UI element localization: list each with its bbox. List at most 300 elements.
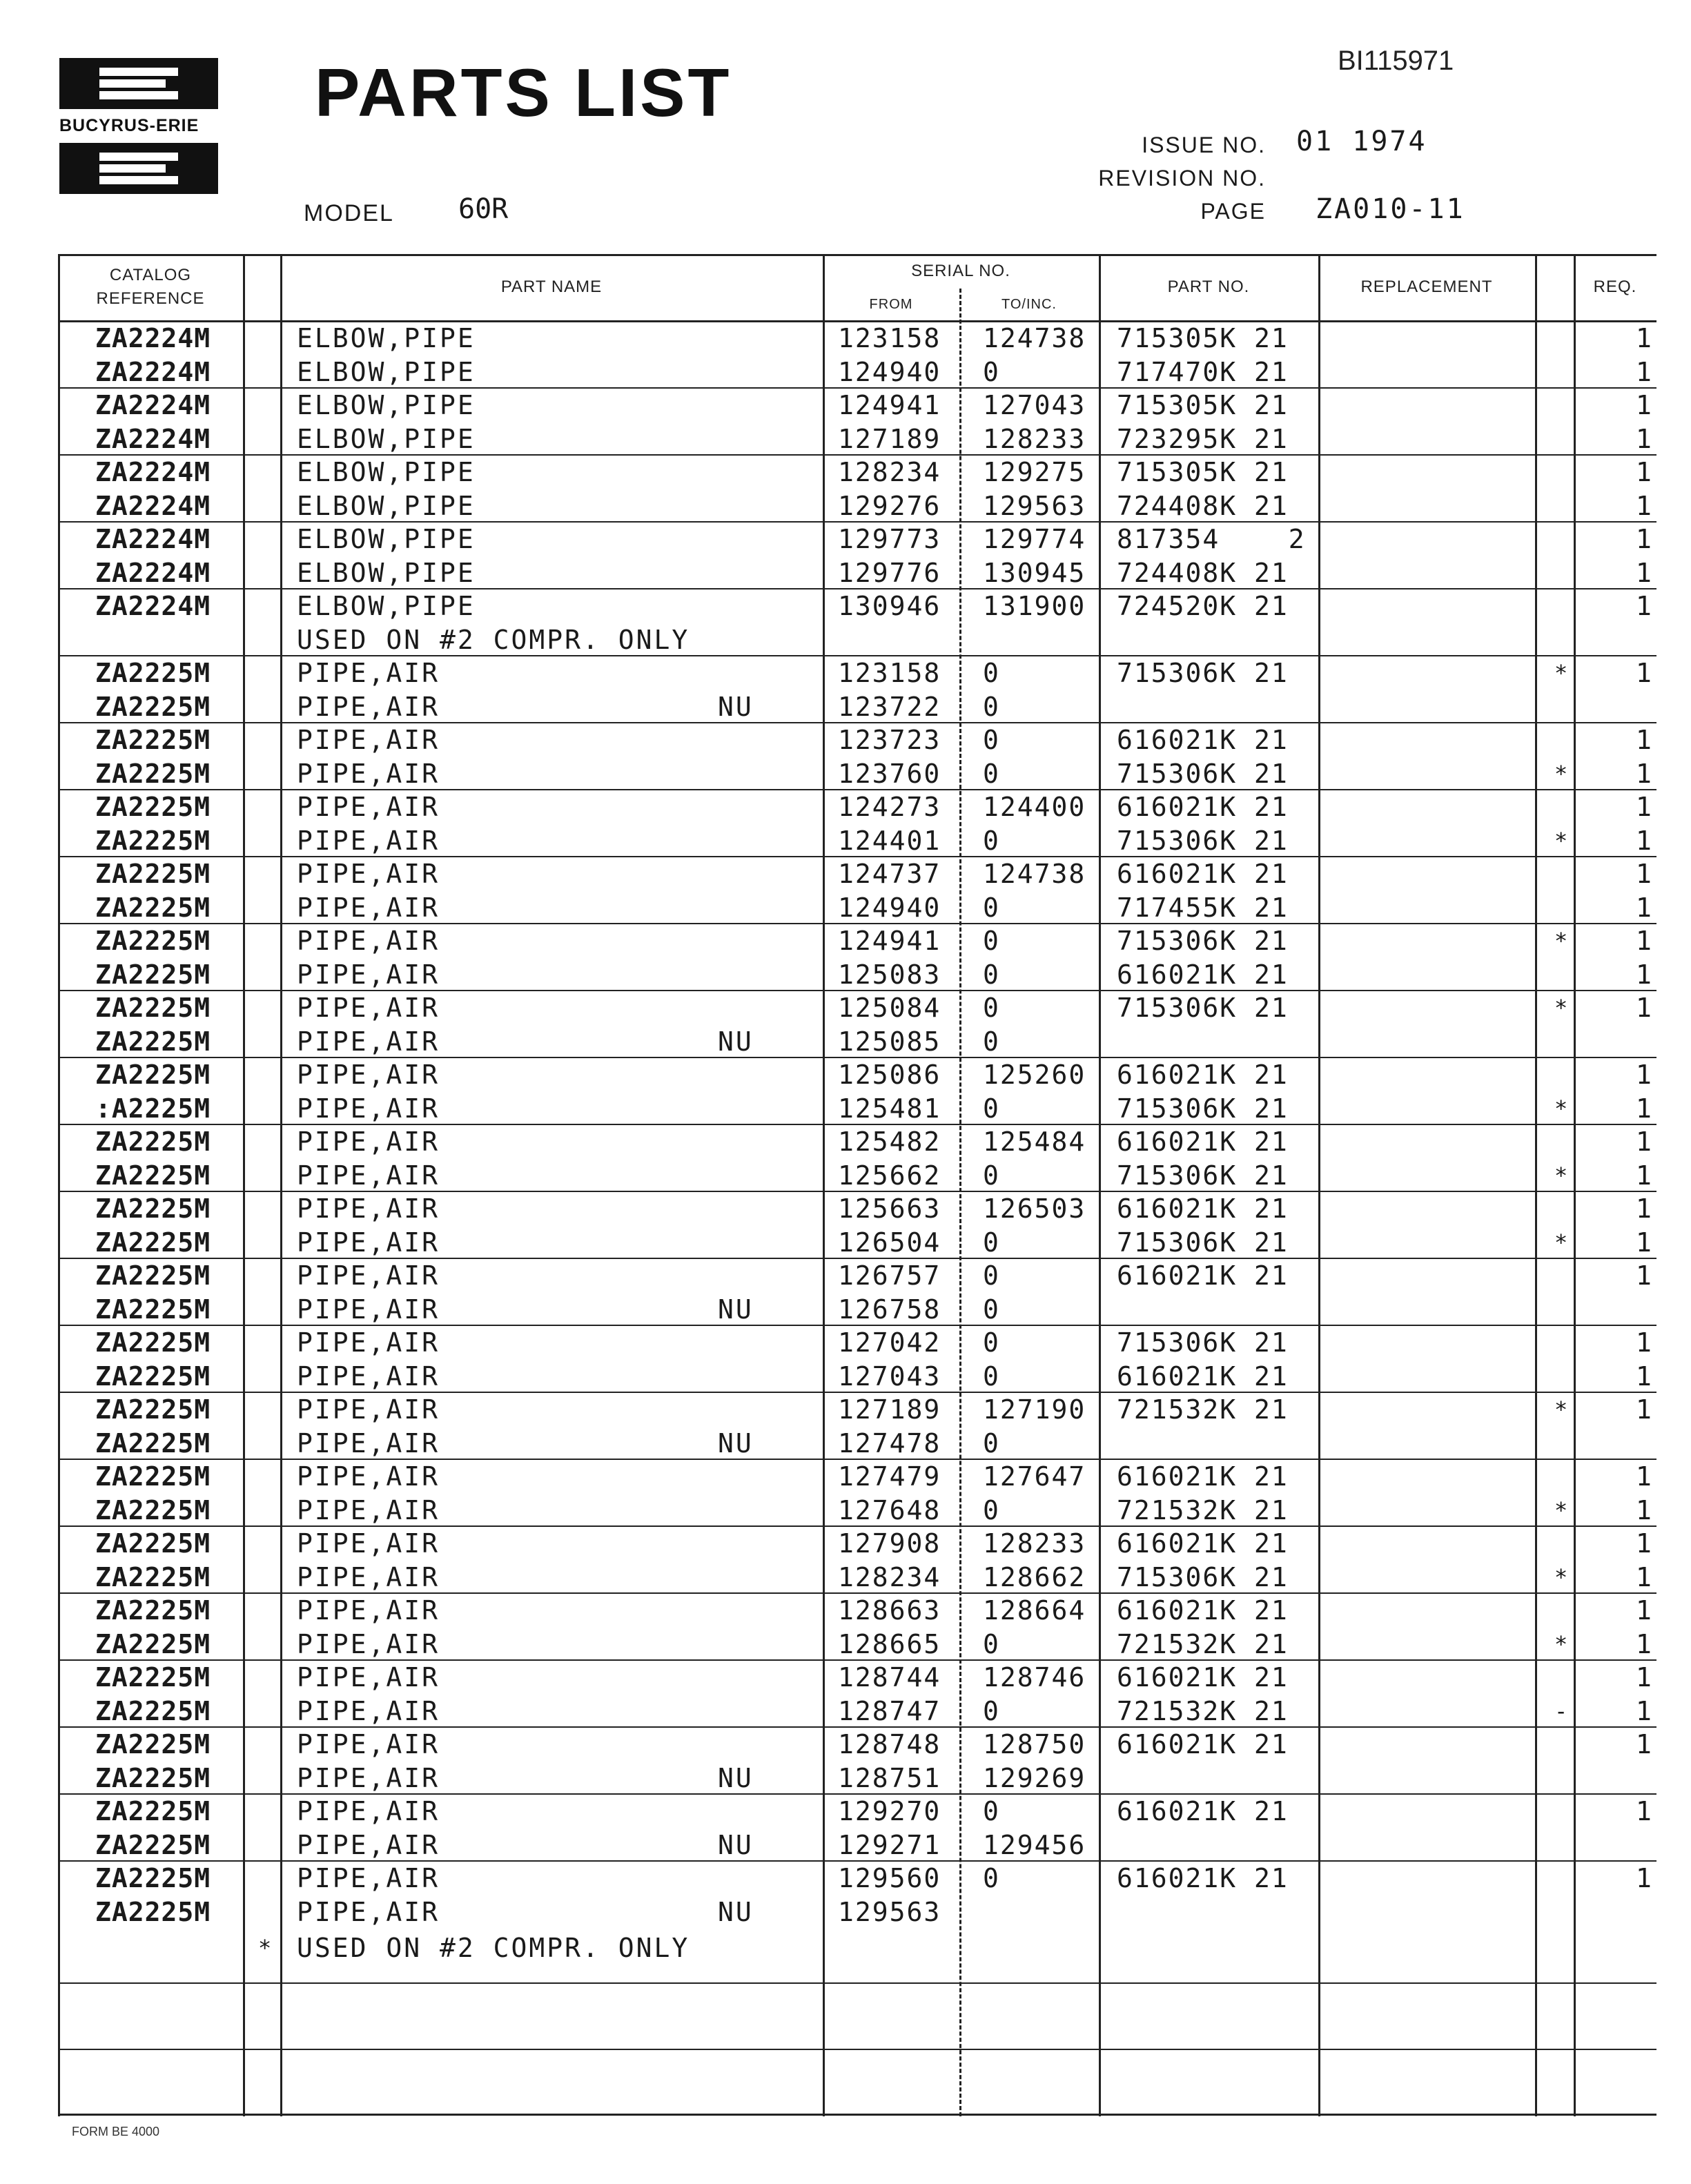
catalog-reference-cell: ZA2225M <box>95 859 211 889</box>
catalog-reference-cell: ZA2225M <box>95 1361 211 1392</box>
req-qty-cell: 1 <box>1636 1093 1652 1124</box>
header-part-no <box>1099 254 1318 320</box>
row-group-separator <box>58 1525 1656 1527</box>
req-qty-cell: 1 <box>1636 1327 1652 1358</box>
part-name-cell: PIPE,AIR <box>297 658 440 688</box>
part-no-cell: 616021K 21 <box>1117 1796 1289 1826</box>
issue-label: ISSUE NO. <box>1142 133 1266 157</box>
catalog-reference-cell: ZA2225M <box>95 1461 211 1492</box>
catalog-reference-cell: ZA2225M <box>95 1528 211 1559</box>
table-row <box>58 1259 1656 1293</box>
req-qty-cell: 1 <box>1636 1662 1652 1693</box>
part-name-cell: PIPE,AIR <box>297 859 440 889</box>
part-name-cell: PIPE,AIR <box>297 1628 440 1659</box>
part-name-cell: PIPE,AIR <box>297 1361 440 1392</box>
serial-from-cell: 126757 <box>838 1260 941 1291</box>
bucyrus-erie-logo <box>59 58 218 194</box>
serial-to-cell: 131900 <box>983 591 1086 621</box>
footnote-star-cell: * <box>1554 760 1568 787</box>
req-qty-cell: 1 <box>1636 457 1652 487</box>
part-no-cell: 616021K 21 <box>1117 1361 1289 1392</box>
part-name-cell: ELBOW,PIPE <box>297 390 476 420</box>
table-row <box>58 422 1656 456</box>
serial-from-cell: 123158 <box>838 323 941 353</box>
row-group-separator <box>58 1124 1656 1125</box>
serial-to-cell: 129563 <box>983 490 1086 521</box>
part-name-cell: PIPE,AIR <box>297 1026 440 1057</box>
req-qty-cell: 1 <box>1636 1394 1652 1425</box>
table-row <box>58 1393 1656 1427</box>
req-qty-cell: 1 <box>1636 390 1652 420</box>
serial-from-cell: 126758 <box>838 1294 941 1325</box>
table-row <box>58 1728 1656 1762</box>
row-group-separator <box>58 722 1656 723</box>
row-group-separator <box>58 1392 1656 1393</box>
serial-from-cell: 128234 <box>838 1561 941 1592</box>
serial-to-cell: 128662 <box>983 1561 1086 1592</box>
req-qty-cell: 1 <box>1636 1193 1652 1224</box>
part-no-cell: 616021K 21 <box>1117 792 1289 822</box>
table-row <box>58 1795 1656 1829</box>
part-name-cell: ELBOW,PIPE <box>297 457 476 487</box>
part-name-cell: PIPE,AIR <box>297 926 440 956</box>
req-qty-cell: 1 <box>1636 1260 1652 1291</box>
blank-row-line-1 <box>58 1982 1656 1984</box>
part-name-cell: PIPE,AIR <box>297 1896 440 1927</box>
table-row <box>58 1527 1656 1561</box>
catalog-reference-cell: ZA2225M <box>95 1427 211 1459</box>
serial-to-cell: 0 <box>983 658 1000 688</box>
part-name-cell: PIPE,AIR <box>297 993 440 1023</box>
serial-from-cell: 127189 <box>838 423 941 454</box>
serial-to-cell: 0 <box>983 1327 1000 1358</box>
req-qty-cell: 1 <box>1636 524 1652 554</box>
footnote-row <box>58 1931 1656 1965</box>
table-row <box>58 1025 1656 1059</box>
req-qty-cell: 1 <box>1636 1060 1652 1090</box>
part-no-cell: 721532K 21 <box>1117 1494 1289 1525</box>
req-qty-cell: 1 <box>1636 1628 1652 1659</box>
row-group-separator <box>58 789 1656 790</box>
header-req-text: REQ. <box>1593 277 1637 296</box>
table-row <box>58 1159 1656 1193</box>
catalog-reference-cell: ZA2225M <box>95 1595 211 1626</box>
serial-from-cell: 128744 <box>838 1662 941 1693</box>
table-row <box>58 891 1656 925</box>
serial-from-cell: 128747 <box>838 1695 941 1726</box>
table-row <box>58 322 1656 355</box>
catalog-reference-cell: :A2225M <box>95 1093 211 1124</box>
req-qty-cell: 1 <box>1636 725 1652 755</box>
serial-to-cell: 128233 <box>983 423 1086 454</box>
part-no-cell: 724408K 21 <box>1117 490 1289 521</box>
serial-from-cell: 125481 <box>838 1093 941 1124</box>
part-name-cell: PIPE,AIR <box>297 725 440 755</box>
req-qty-cell: 1 <box>1636 1227 1652 1258</box>
table-row <box>58 824 1656 858</box>
table-row <box>58 757 1656 791</box>
catalog-reference-cell: ZA2225M <box>95 825 211 856</box>
part-no-cell: 616021K 21 <box>1117 1863 1289 1893</box>
catalog-reference-cell: ZA2225M <box>95 691 211 722</box>
catalog-reference-cell: ZA2225M <box>95 1729 211 1759</box>
serial-to-cell: 0 <box>983 356 1000 387</box>
catalog-reference-cell: ZA2224M <box>95 457 211 487</box>
table-row <box>58 857 1656 891</box>
model-label: MODEL <box>304 200 394 226</box>
nu-flag-cell: NU <box>718 1829 754 1860</box>
serial-to-cell: 0 <box>983 1695 1000 1726</box>
part-name-cell: ELBOW,PIPE <box>297 323 476 353</box>
row-group-separator <box>58 990 1656 991</box>
catalog-reference-cell: ZA2225M <box>95 1327 211 1358</box>
row-group-separator <box>58 1258 1656 1259</box>
req-qty-cell: 1 <box>1636 1461 1652 1492</box>
header-serial-no <box>823 254 1099 289</box>
part-no-cell: 616021K 21 <box>1117 959 1289 990</box>
catalog-reference-cell: ZA2225M <box>95 1193 211 1224</box>
catalog-reference-cell: ZA2225M <box>95 1160 211 1191</box>
req-qty-cell: 1 <box>1636 892 1652 923</box>
serial-to-cell: 0 <box>983 725 1000 755</box>
table-row <box>58 690 1656 724</box>
row-group-separator <box>58 387 1656 389</box>
part-name-cell: PIPE,AIR <box>297 691 440 722</box>
serial-to-cell: 0 <box>983 758 1000 789</box>
req-qty-cell: 1 <box>1636 1494 1652 1525</box>
footnote-star-cell: * <box>1554 1630 1568 1657</box>
table-row <box>58 790 1656 824</box>
table-row <box>58 991 1656 1025</box>
serial-from-cell: 129773 <box>838 524 941 554</box>
serial-to-cell: 129456 <box>983 1829 1086 1860</box>
req-qty-cell: 1 <box>1636 323 1652 353</box>
serial-from-cell: 130946 <box>838 591 941 621</box>
catalog-reference-cell: ZA2225M <box>95 993 211 1023</box>
catalog-reference-cell: ZA2225M <box>95 959 211 990</box>
catalog-reference-cell: ZA2224M <box>95 323 211 353</box>
serial-from-cell: 129560 <box>838 1863 941 1893</box>
table-row <box>58 1326 1656 1360</box>
serial-to-cell: 0 <box>983 1227 1000 1258</box>
serial-from-cell: 123760 <box>838 758 941 789</box>
catalog-reference-cell: ZA2225M <box>95 1896 211 1927</box>
row-group-separator <box>58 1860 1656 1862</box>
part-no-cell: 616021K 21 <box>1117 1595 1289 1626</box>
table-row <box>58 355 1656 389</box>
part-no-cell: 717470K 21 <box>1117 356 1289 387</box>
part-no-cell: 723295K 21 <box>1117 423 1289 454</box>
header-catalog-reference <box>58 254 243 320</box>
table-row <box>58 1092 1656 1126</box>
serial-from-cell: 127479 <box>838 1461 941 1492</box>
part-no-cell: 616021K 21 <box>1117 1060 1289 1090</box>
form-number: FORM BE 4000 <box>72 2125 160 2138</box>
catalog-reference-cell: ZA2225M <box>95 892 211 923</box>
catalog-reference-cell: ZA2225M <box>95 658 211 688</box>
serial-from-cell: 129276 <box>838 490 941 521</box>
header-part-name <box>280 254 823 320</box>
part-name-cell: PIPE,AIR <box>297 792 440 822</box>
part-no-cell: 616021K 21 <box>1117 1528 1289 1559</box>
logo-top-block <box>59 58 218 109</box>
footnote-star-cell: * <box>1554 928 1568 954</box>
catalog-reference-cell: ZA2225M <box>95 1628 211 1659</box>
serial-to-cell: 128664 <box>983 1595 1086 1626</box>
table-row <box>58 1594 1656 1628</box>
req-qty-cell: 1 <box>1636 1361 1652 1392</box>
table-row <box>58 456 1656 489</box>
part-name-cell: PIPE,AIR <box>297 1863 440 1893</box>
part-no-cell: 715306K 21 <box>1117 993 1289 1023</box>
row-group-separator <box>58 1325 1656 1326</box>
serial-from-cell: 128663 <box>838 1595 941 1626</box>
logo-bottom-block <box>59 143 218 194</box>
logo-company-name: BUCYRUS-ERIE <box>59 116 199 135</box>
part-name-cell: PIPE,AIR <box>297 1227 440 1258</box>
table-row <box>58 1628 1656 1661</box>
serial-from-cell: 123723 <box>838 725 941 755</box>
part-name-cell: PIPE,AIR <box>297 1595 440 1626</box>
serial-to-cell: 127647 <box>983 1461 1086 1492</box>
serial-from-cell: 129776 <box>838 557 941 588</box>
catalog-reference-cell: ZA2224M <box>95 356 211 387</box>
row-group-separator <box>58 856 1656 857</box>
catalog-reference-cell: ZA2225M <box>95 926 211 956</box>
nu-flag-cell: NU <box>718 1427 754 1459</box>
row-group-separator <box>58 655 1656 656</box>
serial-from-cell: 124737 <box>838 859 941 889</box>
catalog-reference-cell: ZA2225M <box>95 1260 211 1291</box>
serial-to-cell: 129269 <box>983 1762 1086 1793</box>
row-group-separator <box>58 1459 1656 1460</box>
part-no-cell: 715306K 21 <box>1117 1327 1289 1358</box>
part-no-cell: 715306K 21 <box>1117 926 1289 956</box>
serial-to-cell: 0 <box>983 825 1000 856</box>
serial-from-cell: 127908 <box>838 1528 941 1559</box>
header-to-inc <box>959 289 1099 320</box>
serial-from-cell: 127189 <box>838 1394 941 1425</box>
table-row <box>58 1360 1656 1394</box>
req-qty-cell: 1 <box>1636 490 1652 521</box>
part-name-cell: ELBOW,PIPE <box>297 423 476 454</box>
serial-from-cell: 127478 <box>838 1427 941 1459</box>
footnote-star-cell: - <box>1554 1697 1568 1724</box>
part-name-cell: PIPE,AIR <box>297 1193 440 1224</box>
table-row <box>58 1762 1656 1795</box>
serial-to-cell: 129275 <box>983 457 1086 487</box>
table-row <box>58 623 1656 657</box>
serial-to-cell: 0 <box>983 1796 1000 1826</box>
catalog-reference-cell: ZA2225M <box>95 1662 211 1693</box>
footnote-star-cell: * <box>1554 1496 1568 1523</box>
part-no-cell: 715306K 21 <box>1117 1227 1289 1258</box>
part-no-cell: 724408K 21 <box>1117 557 1289 588</box>
row-group-separator <box>58 1191 1656 1192</box>
blank-row-line-2 <box>58 2049 1656 2050</box>
serial-to-cell: 128750 <box>983 1729 1086 1759</box>
part-no-cell: 616021K 21 <box>1117 859 1289 889</box>
part-no-cell: 715305K 21 <box>1117 457 1289 487</box>
serial-to-cell: 0 <box>983 1863 1000 1893</box>
serial-from-cell: 123722 <box>838 691 941 722</box>
part-no-cell: 715306K 21 <box>1117 825 1289 856</box>
row-group-separator <box>58 1659 1656 1661</box>
header-req <box>1574 254 1656 320</box>
part-no-cell: 616021K 21 <box>1117 1461 1289 1492</box>
serial-from-cell: 127043 <box>838 1361 941 1392</box>
row-group-separator <box>58 1057 1656 1058</box>
serial-to-cell: 0 <box>983 1628 1000 1659</box>
table-row <box>58 1427 1656 1461</box>
footnote-star-cell: * <box>1554 1162 1568 1189</box>
part-name-cell: PIPE,AIR <box>297 1060 440 1090</box>
serial-to-cell: 0 <box>983 959 1000 990</box>
part-name-cell: PIPE,AIR <box>297 1729 440 1759</box>
serial-from-cell: 128751 <box>838 1762 941 1793</box>
part-name-cell: PIPE,AIR <box>297 1528 440 1559</box>
footnote-star-cell: * <box>1554 660 1568 686</box>
part-no-cell: 715305K 21 <box>1117 323 1289 353</box>
table-bottom-border <box>58 2114 1656 2116</box>
header-from <box>823 289 959 320</box>
part-no-cell: 715306K 21 <box>1117 1093 1289 1124</box>
serial-to-cell: 126503 <box>983 1193 1086 1224</box>
req-qty-cell: 1 <box>1636 792 1652 822</box>
serial-to-cell: 0 <box>983 1160 1000 1191</box>
table-row <box>58 1058 1656 1092</box>
part-no-cell: 715306K 21 <box>1117 758 1289 789</box>
req-qty-cell: 1 <box>1636 959 1652 990</box>
req-qty-cell: 1 <box>1636 1863 1652 1893</box>
part-name-cell: PIPE,AIR <box>297 959 440 990</box>
footnote-text: USED ON #2 COMPR. ONLY <box>297 1933 690 1963</box>
part-name-cell: PIPE,AIR <box>297 1327 440 1358</box>
catalog-reference-cell: ZA2224M <box>95 557 211 588</box>
header-replacement <box>1318 254 1535 320</box>
part-no-cell: 721532K 21 <box>1117 1695 1289 1726</box>
req-qty-cell: 1 <box>1636 758 1652 789</box>
catalog-reference-cell: ZA2225M <box>95 1762 211 1793</box>
serial-to-cell: 124738 <box>983 859 1086 889</box>
req-qty-cell: 1 <box>1636 557 1652 588</box>
header-serial-text: SERIAL NO. <box>911 262 1010 280</box>
serial-to-cell: 0 <box>983 1093 1000 1124</box>
part-name-cell: ELBOW,PIPE <box>297 557 476 588</box>
req-qty-cell: 1 <box>1636 1528 1652 1559</box>
table-row <box>58 1226 1656 1260</box>
serial-to-cell: 0 <box>983 1361 1000 1392</box>
part-name-cell: ELBOW,PIPE <box>297 356 476 387</box>
part-no-cell: 715305K 21 <box>1117 390 1289 420</box>
part-no-cell: 715306K 21 <box>1117 658 1289 688</box>
header-catalog-text: CATALOG REFERENCE <box>96 266 205 308</box>
part-name-cell: PIPE,AIR <box>297 1494 440 1525</box>
table-row <box>58 924 1656 958</box>
serial-to-cell: 127190 <box>983 1394 1086 1425</box>
table-row <box>58 1494 1656 1528</box>
serial-to-cell: 0 <box>983 926 1000 956</box>
catalog-reference-cell: ZA2224M <box>95 524 211 554</box>
part-name-cell: USED ON #2 COMPR. ONLY <box>297 624 690 655</box>
part-name-cell: PIPE,AIR <box>297 1260 440 1291</box>
row-group-separator <box>58 923 1656 924</box>
header-part-no-text: PART NO. <box>1167 277 1250 296</box>
serial-to-cell: 128233 <box>983 1528 1086 1559</box>
header-from-text: FROM <box>869 297 913 312</box>
catalog-reference-cell: ZA2225M <box>95 1060 211 1090</box>
footnote-star-cell: * <box>1554 995 1568 1021</box>
part-name-cell: PIPE,AIR <box>297 825 440 856</box>
part-name-cell: PIPE,AIR <box>297 1662 440 1693</box>
req-qty-cell: 1 <box>1636 356 1652 387</box>
table-row <box>58 389 1656 422</box>
row-group-separator <box>58 1793 1656 1795</box>
serial-from-cell: 129270 <box>838 1796 941 1826</box>
table-row <box>58 723 1656 757</box>
issue-value: 01 1974 <box>1296 126 1427 157</box>
serial-from-cell: 124940 <box>838 356 941 387</box>
serial-to-cell: 125484 <box>983 1127 1086 1157</box>
part-name-cell: ELBOW,PIPE <box>297 524 476 554</box>
serial-to-cell: 0 <box>983 892 1000 923</box>
part-name-cell: PIPE,AIR <box>297 1127 440 1157</box>
table-row <box>58 656 1656 690</box>
catalog-reference-cell: ZA2225M <box>95 1227 211 1258</box>
part-no-cell: 616021K 21 <box>1117 1662 1289 1693</box>
catalog-reference-cell: ZA2224M <box>95 423 211 454</box>
parts-table <box>58 254 1656 2116</box>
serial-to-cell: 0 <box>983 1494 1000 1525</box>
serial-from-cell: 127648 <box>838 1494 941 1525</box>
part-name-cell: PIPE,AIR <box>297 1427 440 1459</box>
serial-to-cell: 0 <box>983 691 1000 722</box>
page-title: PARTS LIST <box>315 55 732 130</box>
model-value: 60R <box>458 193 509 225</box>
serial-from-cell: 128234 <box>838 457 941 487</box>
serial-from-cell: 124273 <box>838 792 941 822</box>
part-no-cell: 616021K 21 <box>1117 1260 1289 1291</box>
part-no-cell: 616021K 21 <box>1117 1127 1289 1157</box>
footnote-star-cell: * <box>1554 827 1568 854</box>
table-row <box>58 1460 1656 1494</box>
row-group-separator <box>58 454 1656 456</box>
serial-to-cell: 124400 <box>983 792 1086 822</box>
part-name-cell: PIPE,AIR <box>297 892 440 923</box>
row-group-separator <box>58 1592 1656 1594</box>
part-name-cell: PIPE,AIR <box>297 1394 440 1425</box>
serial-to-cell: 127043 <box>983 390 1086 420</box>
req-qty-cell: 1 <box>1636 591 1652 621</box>
serial-from-cell: 125084 <box>838 993 941 1023</box>
nu-flag-cell: NU <box>718 1762 754 1793</box>
catalog-reference-cell: ZA2225M <box>95 1695 211 1726</box>
catalog-reference-cell: ZA2224M <box>95 490 211 521</box>
req-qty-cell: 1 <box>1636 1695 1652 1726</box>
catalog-reference-cell: ZA2225M <box>95 1026 211 1057</box>
catalog-reference-cell: ZA2225M <box>95 758 211 789</box>
row-group-separator <box>58 588 1656 589</box>
nu-flag-cell: NU <box>718 1896 754 1927</box>
table-row <box>58 556 1656 590</box>
part-name-cell: PIPE,AIR <box>297 1461 440 1492</box>
serial-from-cell: 124401 <box>838 825 941 856</box>
part-no-cell: 817354 2 <box>1117 524 1306 554</box>
serial-from-cell: 129271 <box>838 1829 941 1860</box>
header-replacement-text: REPLACEMENT <box>1360 277 1493 296</box>
serial-from-cell: 125085 <box>838 1026 941 1057</box>
serial-from-cell: 128748 <box>838 1729 941 1759</box>
